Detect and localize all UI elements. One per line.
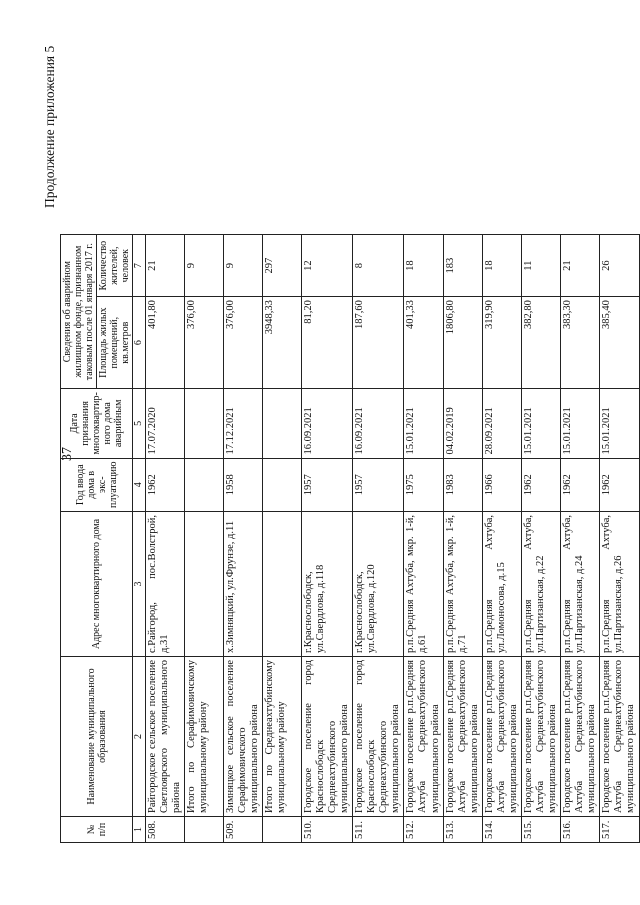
- emergency-date: 16.09.2021: [353, 389, 404, 458]
- residents-count: 183: [443, 235, 482, 297]
- emergency-date: 16.09.2021: [301, 389, 352, 458]
- continuation-caption: Продолжение приложения 5: [42, 45, 57, 208]
- column-number: 2: [133, 657, 146, 817]
- municipality-name: Райгородское сельское поселение Светлоярского муниципального района: [145, 657, 184, 817]
- subtotal-row: [262, 235, 301, 843]
- residents-count: 18: [404, 235, 443, 297]
- address: р.п.Средняя Ахтуба, ул.Ломоносова, д.15: [482, 512, 521, 657]
- header-row: [61, 235, 97, 843]
- emergency-date: 15.01.2021: [561, 389, 600, 458]
- address: [262, 512, 301, 657]
- year-built: 1962: [561, 458, 600, 511]
- emergency-date: [262, 389, 301, 458]
- header-address: Адрес многоквартирного дома: [61, 512, 133, 657]
- address: р.п.Средняя Ахтуба, мкр. 1-й, д.61: [404, 512, 443, 657]
- living-area: 383,30: [561, 297, 600, 389]
- year-built: 1957: [301, 458, 352, 511]
- column-number: 7: [133, 235, 146, 297]
- address: р.п.Средняя Ахтуба, мкр. 1-й, д.71: [443, 512, 482, 657]
- residents-count: 11: [521, 235, 560, 297]
- emergency-date: 15.01.2021: [404, 389, 443, 458]
- table-row: [521, 235, 560, 843]
- year-built: [184, 458, 223, 511]
- header-municipality: Наименование муниципального образования: [61, 657, 133, 817]
- table-row: [301, 235, 352, 843]
- header-num: № п/п: [61, 817, 133, 843]
- municipality-name: Городское поселение город Краснослободск Среднеахтубинского муниципального района: [353, 657, 404, 817]
- living-area: 1806,80: [443, 297, 482, 389]
- emergency-date: 15.01.2021: [600, 389, 639, 458]
- column-number-row: [133, 235, 146, 843]
- address: р.п.Средняя Ахтуба, ул.Партизанская, д.24: [561, 512, 600, 657]
- column-number: 4: [133, 458, 146, 511]
- year-built: 1962: [521, 458, 560, 511]
- municipality-name: Городское поселение р.п.Средняя Ахтуба Среднеахтубинского муниципального района: [443, 657, 482, 817]
- column-number: 6: [133, 297, 146, 389]
- emergency-date: 17.12.2021: [223, 389, 262, 458]
- table-row: [353, 235, 404, 843]
- living-area: 382,80: [521, 297, 560, 389]
- row-number: 510.: [301, 817, 352, 843]
- address: х.Зимняцкий, ул.Фрунзе, д.11: [223, 512, 262, 657]
- address: [184, 512, 223, 657]
- year-built: 1966: [482, 458, 521, 511]
- year-built: 1962: [145, 458, 184, 511]
- residents-count: 21: [145, 235, 184, 297]
- living-area: 401,80: [145, 297, 184, 389]
- table-row: [482, 235, 521, 843]
- subtotal-row: [184, 235, 223, 843]
- column-number: 1: [133, 817, 146, 843]
- residents-count: 297: [262, 235, 301, 297]
- column-number: 5: [133, 389, 146, 458]
- row-number: 515.: [521, 817, 560, 843]
- year-built: 1962: [600, 458, 639, 511]
- municipality-name: Городское поселение р.п.Средняя Ахтуба Среднеахтубинского муниципального района: [482, 657, 521, 817]
- municipality-name: Городское поселение р.п.Средняя Ахтуба Среднеахтубинского муниципального района: [521, 657, 560, 817]
- municipality-name: Зимняцкое сельское поселение Серафимовичского муниципального района: [223, 657, 262, 817]
- residents-count: 8: [353, 235, 404, 297]
- table-row: [145, 235, 184, 843]
- row-number: 509.: [223, 817, 262, 843]
- living-area: 81,20: [301, 297, 352, 389]
- residents-count: 26: [600, 235, 639, 297]
- residents-count: 12: [301, 235, 352, 297]
- address: р.п.Средняя Ахтуба, ул.Партизанская, д.22: [521, 512, 560, 657]
- row-number: 514.: [482, 817, 521, 843]
- header-area: Площадь жилых помещений, кв.метров: [97, 297, 133, 389]
- residents-count: 21: [561, 235, 600, 297]
- emergency-date: 17.07.2020: [145, 389, 184, 458]
- year-built: 1975: [404, 458, 443, 511]
- address: р.п.Средняя Ахтуба, ул.Партизанская, д.26: [600, 512, 639, 657]
- table-row: [404, 235, 443, 843]
- address: г.Краснослободск, ул.Свердлова, д.120: [353, 512, 404, 657]
- address: г.Краснослободск, ул.Свердлова, д.118: [301, 512, 352, 657]
- residents-count: 9: [223, 235, 262, 297]
- row-number: 517.: [600, 817, 639, 843]
- row-number: 516.: [561, 817, 600, 843]
- table-row: [443, 235, 482, 843]
- living-area: 187,60: [353, 297, 404, 389]
- address: с.Райгород, пос.Волстрой, д.31: [145, 512, 184, 657]
- emergency-date: 15.01.2021: [521, 389, 560, 458]
- year-built: 1983: [443, 458, 482, 511]
- residents-count: 9: [184, 235, 223, 297]
- row-number: [262, 817, 301, 843]
- column-number: 3: [133, 512, 146, 657]
- living-area: 376,00: [223, 297, 262, 389]
- residents-count: 18: [482, 235, 521, 297]
- municipality-name: Итого по Среднеахтубинскому муниципальному району: [262, 657, 301, 817]
- emergency-date: [184, 389, 223, 458]
- living-area: 401,33: [404, 297, 443, 389]
- living-area: 376,00: [184, 297, 223, 389]
- row-number: [184, 817, 223, 843]
- row-number: 508.: [145, 817, 184, 843]
- table-row: [223, 235, 262, 843]
- living-area: 319,90: [482, 297, 521, 389]
- row-number: 513.: [443, 817, 482, 843]
- municipality-name: Городское поселение р.п.Средняя Ахтуба Среднеахтубинского муниципального района: [404, 657, 443, 817]
- header-date: Дата признания многоквартир-ного дома аварийным: [61, 389, 133, 458]
- header-fund-info: Сведения об аварийном жилищном фонде, признанном таковым после 01 января 2017 г.: [61, 235, 97, 389]
- emergency-date: 28.09.2021: [482, 389, 521, 458]
- living-area: 3948,33: [262, 297, 301, 389]
- municipality-name: Городское поселение р.п.Средняя Ахтуба Среднеахтубинского муниципального района: [600, 657, 639, 817]
- row-number: 512.: [404, 817, 443, 843]
- table-row: [600, 235, 639, 843]
- header-year: Год ввода дома в экс-плуатацию: [61, 458, 133, 511]
- municipality-name: Городское поселение р.п.Средняя Ахтуба Среднеахтубинского муниципального района: [561, 657, 600, 817]
- housing-table: [60, 234, 640, 843]
- emergency-date: 04.02.2019: [443, 389, 482, 458]
- header-residents: Количество жителей, человек: [97, 235, 133, 297]
- row-number: 511.: [353, 817, 404, 843]
- table-row: [561, 235, 600, 843]
- year-built: [262, 458, 301, 511]
- year-built: 1957: [353, 458, 404, 511]
- year-built: 1958: [223, 458, 262, 511]
- municipality-name: Городское поселение город Краснослободск Среднеахтубинского муниципального района: [301, 657, 352, 817]
- municipality-name: Итого по Серафимовичскому муниципальному району: [184, 657, 223, 817]
- page-number: 37: [60, 447, 75, 461]
- living-area: 385,40: [600, 297, 639, 389]
